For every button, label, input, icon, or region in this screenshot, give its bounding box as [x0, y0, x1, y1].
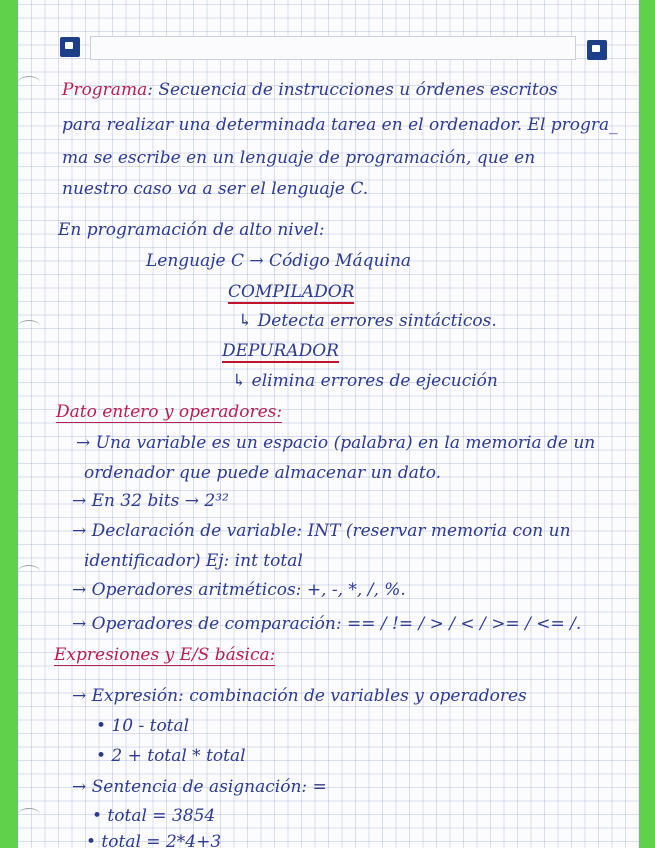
binding-strip-left [0, 0, 18, 848]
punch-hole-icon [18, 320, 40, 333]
assignment-example-1: • total = 3854 [92, 806, 216, 826]
expression-definition: → Expresión: combinación de variables y operadores [72, 686, 527, 706]
notebook-logo-icon [587, 40, 607, 60]
assignment-title: → Sentencia de asignación: = [72, 777, 327, 797]
expressions-title-text: Expresiones y E/S básica: [54, 645, 276, 665]
debugger-description: ↳ elimina errores de ejecución [232, 371, 498, 391]
punch-hole-icon [18, 76, 40, 89]
debugger-term: DEPURADOR [222, 341, 339, 361]
programa-term: Programa [62, 80, 148, 100]
punch-hole-icon [18, 565, 40, 578]
compiler-description: ↳ Detecta errores sintácticos. [238, 311, 497, 331]
high-level-title: En programación de alto nivel: [58, 220, 325, 240]
programa-definition: : Secuencia de instrucciones u órdenes escritos [147, 80, 558, 100]
bits-note: → En 32 bits → 2³² [72, 491, 229, 511]
compiler-term: COMPILADOR [228, 282, 355, 302]
binding-strip-right [639, 0, 655, 848]
comparison-operators: → Operadores de comparación: == / != / > / < / >= / <= /. [72, 614, 582, 634]
integers-section-title [56, 402, 282, 422]
declaration-line-1: → Declaración de variable: INT (reservar memoria con un [72, 521, 571, 541]
arithmetic-operators: → Operadores aritméticos: +, -, *, /, %. [72, 580, 406, 600]
variable-definition-1: → Una variable es un espacio (palabra) en la memoria de un [76, 433, 596, 453]
expression-example-1: • 10 - total [96, 716, 190, 736]
compiler-label [228, 282, 354, 302]
intro-line-3: ma se escribe en un lenguaje de programación, que en [62, 148, 536, 168]
debugger-label [222, 341, 339, 361]
notebook-logo-icon [60, 37, 80, 57]
declaration-line-2: identificador) Ej: int total [84, 551, 303, 571]
punch-hole-icon [18, 808, 40, 821]
expressions-section-title [54, 645, 275, 665]
integers-title-text: Dato entero y operadores: [56, 402, 283, 422]
intro-line-1 [62, 80, 558, 100]
header-box [90, 36, 576, 60]
compile-flow: Lenguaje C → Código Máquina [146, 251, 412, 271]
assignment-example-2: • total = 2*4+3 [86, 832, 222, 852]
expression-example-2: • 2 + total * total [96, 746, 246, 766]
intro-line-2: para realizar una determinada tarea en el ordenador. El progra_ [62, 115, 618, 135]
intro-line-4: nuestro caso va a ser el lenguaje C. [62, 179, 369, 199]
variable-definition-2: ordenador que puede almacenar un dato. [84, 463, 442, 483]
